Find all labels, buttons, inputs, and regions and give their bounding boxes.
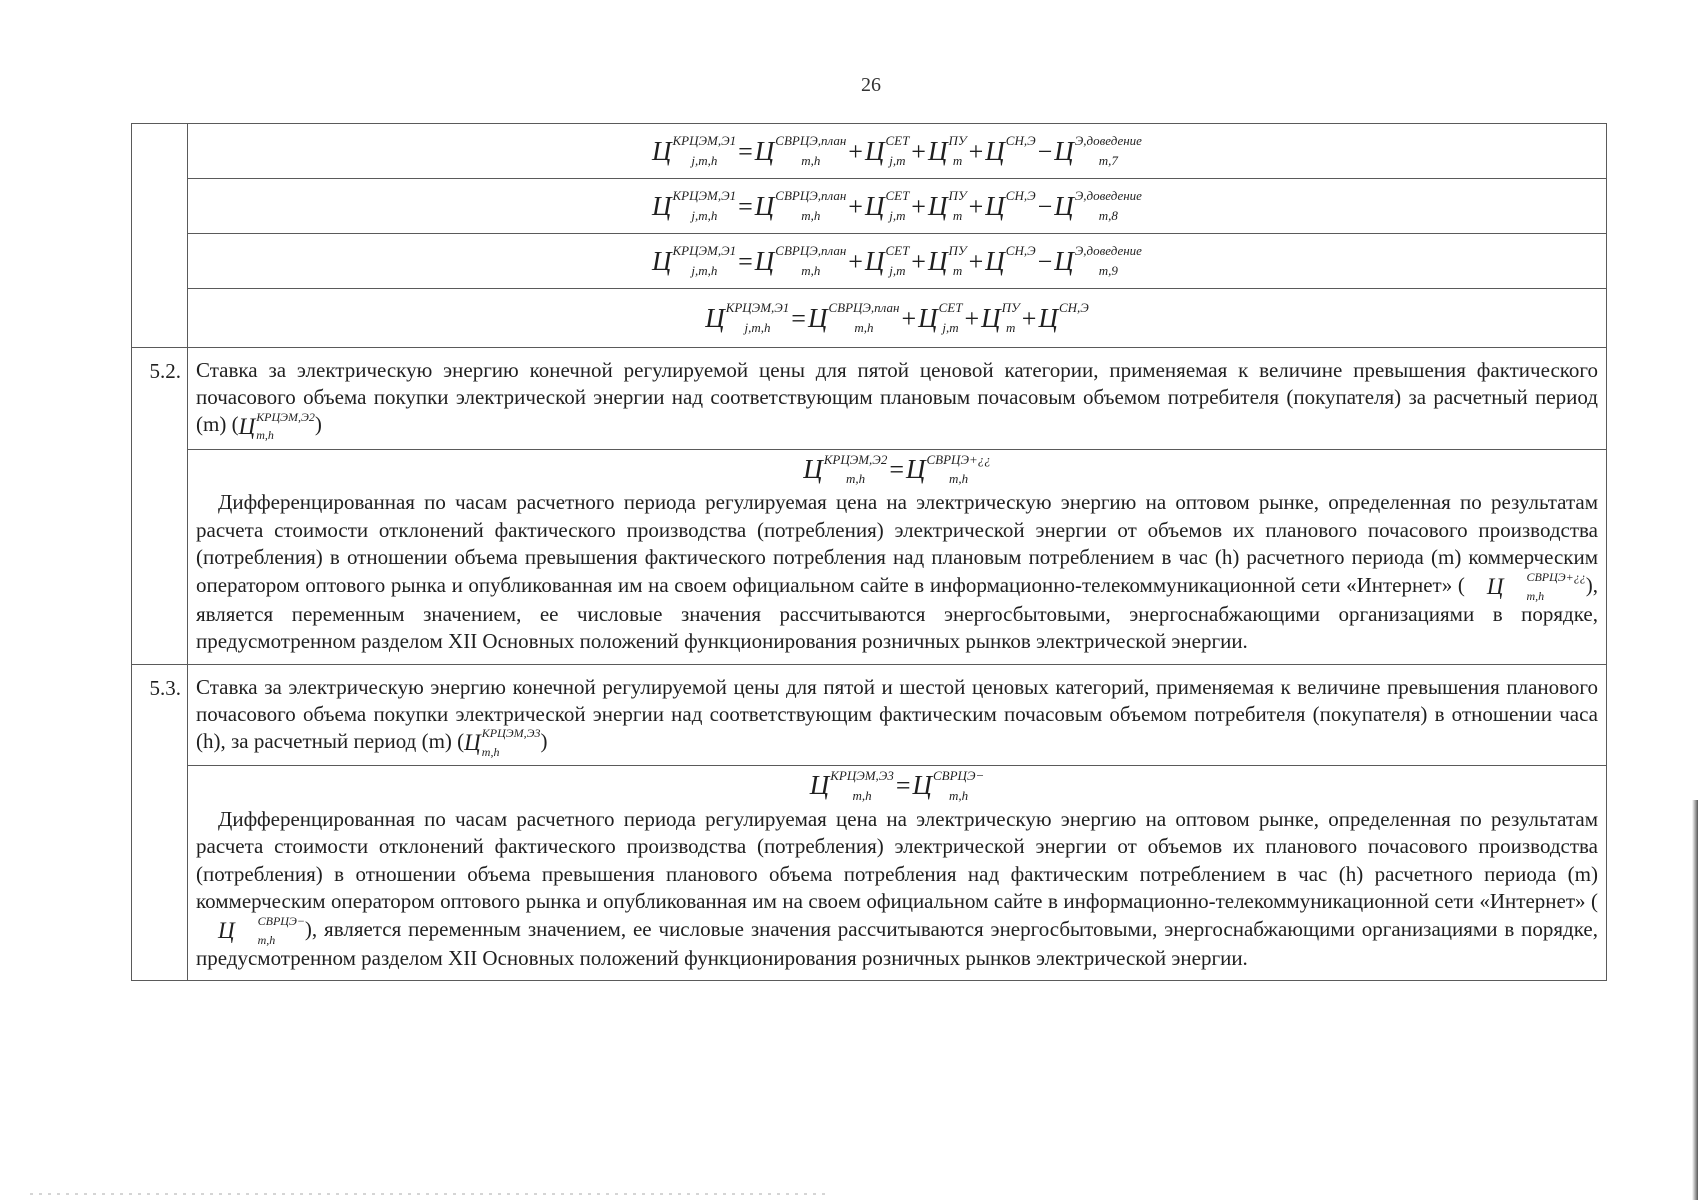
formula-row — [132, 234, 1607, 289]
formula-cell — [188, 179, 1607, 234]
price-symbol: Ц СВРЦЭ− m,h — [218, 914, 305, 947]
section-5-3-body-row — [132, 766, 1607, 981]
formula-cell — [188, 234, 1607, 289]
section-5-2-heading-row — [132, 348, 1607, 450]
formula-kpcem-e1-9: Ц КРЦЭМ,Э1 j,m,h = Ц СВРЦЭ,план m,h + Ц СЕТ j,m + Ц ПУ m + Ц СН,Э − Ц Э,доведение m,9 — [652, 243, 1142, 278]
section-5-3-heading: Ставка за электрическую энергию конечной регулируемой цены для пятой и шестой ценовых категорий, применяемая к величине превышения планового почасового объема покупки электрической энергии над соответствующим фактическим почасовым объемом потребителя (покупателя) в отношении часа (h), за расчетный период (m) ( Ц КРЦЭМ,Э3 m,h ) — [188, 664, 1607, 766]
empty-number-cell — [132, 124, 188, 348]
formula-kpcem-e3: Ц КРЦЭМ,Э3 m,h = Ц СВРЦЭ− m,h — [809, 768, 985, 804]
section-5-3-description: Дифференцированная по часам расчетного периода регулируемая цена на электрическую энергию на оптовом рынке, определенная по результатам расчета стоимости отклонений фактического производства (потребления) электрической энергии от объемов их планового почасового производства (потребления) в отношении объема превышения планового объема потребления над фактическим потреблением в час (h) расчетного периода (m) коммерческим оператором оптового рынка и опубликованная им на своем официальном сайте в информационно-телекоммуникационной сети «Интернет» ( Ц СВРЦЭ− m,h ), является переменным значением, ее числовые значения рассчитываются энергосбытовыми, энергоснабжающими организациями в порядке, предусмотренном разделом XII Основных положений функционирования розничных рынков электрической энергии. — [196, 806, 1598, 970]
formula-row — [132, 124, 1607, 179]
section-5-2-body — [188, 449, 1607, 664]
formula-kpcem-e2: Ц КРЦЭМ,Э2 m,h = Ц СВРЦЭ+¿¿ m,h — [803, 451, 991, 487]
formula-row — [132, 289, 1607, 348]
formula-cell — [188, 124, 1607, 179]
scan-edge-shadow — [1692, 800, 1698, 1200]
price-symbol: Ц КРЦЭМ,Э2 m,h — [238, 409, 315, 443]
section-number: 5.2. — [132, 348, 188, 665]
formula-cell — [188, 289, 1607, 348]
formula-row — [132, 179, 1607, 234]
section-5-2-body-row — [132, 449, 1607, 664]
formula-kpcem-e1-8: Ц КРЦЭМ,Э1 j,m,h = Ц СВРЦЭ,план m,h + Ц СЕТ j,m + Ц ПУ m + Ц СН,Э − Ц Э,доведение m,8 — [652, 188, 1142, 223]
section-5-2-heading: Ставка за электрическую энергию конечной регулируемой цены для пятой ценовой категории, применяемая к величине превышения фактического почасового объема покупки электрической энергии над соответствующим плановым почасовым объемом потребителя (покупателя) за расчетный период (m) ( Ц КРЦЭМ,Э2 m,h ) — [188, 348, 1607, 450]
price-symbol: Ц СВРЦЭ+¿¿ m,h — [1486, 570, 1586, 603]
formula-kpcem-e1: Ц КРЦЭМ,Э1 j,m,h = Ц СВРЦЭ,план m,h + Ц СЕТ j,m + Ц ПУ m + Ц СН,Э — [705, 300, 1089, 335]
section-5-2-description: Дифференцированная по часам расчетного периода регулируемая цена на электрическую энергию на оптовом рынке, определенная по результатам расчета стоимости отклонений фактического производства (потребления) электрической энергии от объемов их планового почасового производства (потребления) в отношении объема превышения фактического потребления над плановым потреблением в час (h) расчетного периода (m) коммерческим оператором оптового рынка и опубликованная им на своем официальном сайте в информационно-телекоммуникационной сети «Интернет» ( Ц СВРЦЭ+¿¿ m,h ), является переменным значением, ее числовые значения рассчитываются энергосбытовыми, энергоснабжающими организациями в порядке, предусмотренном разделом XII Основных положений функционирования розничных рынков электрической энергии. — [196, 490, 1598, 654]
scan-noise-line — [30, 1193, 830, 1195]
section-5-3-heading-row — [132, 664, 1607, 766]
formula-kpcem-e1-7: Ц КРЦЭМ,Э1 j,m,h = Ц СВРЦЭ,план m,h + Ц СЕТ j,m + Ц ПУ m + Ц СН,Э − Ц Э,доведение m,7 — [652, 133, 1142, 168]
section-number: 5.3. — [132, 664, 188, 981]
section-5-3-body — [188, 766, 1607, 981]
page-number: 26 — [861, 74, 881, 96]
price-symbol: Ц КРЦЭМ,Э3 m,h — [464, 726, 541, 759]
document-table — [131, 123, 1607, 981]
